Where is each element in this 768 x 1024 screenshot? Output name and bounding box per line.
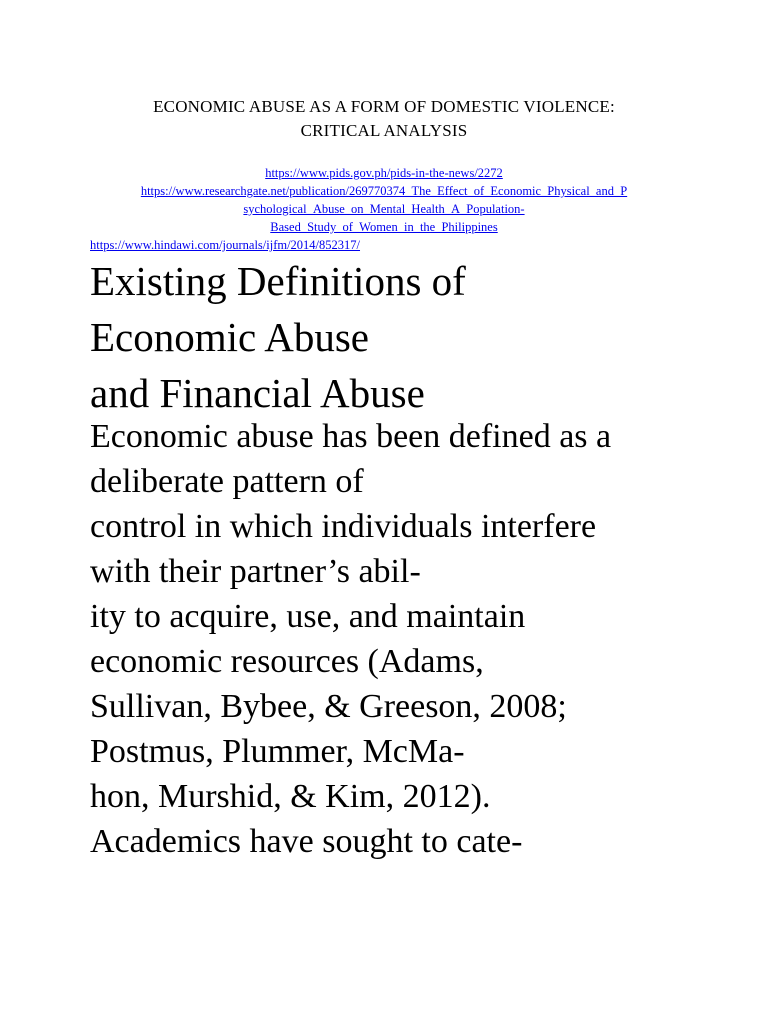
body-line-5: ity to acquire, use, and maintain	[90, 598, 526, 635]
body-line-9: hon, Murshid, & Kim, 2012).	[90, 778, 491, 815]
reference-link-researchgate-part-2[interactable]: sychological_Abuse_on_Mental_Health_A_Population-	[243, 202, 525, 216]
section-heading-line-3: and Financial Abuse	[90, 370, 425, 416]
body-line-3: control in which individuals interfere	[90, 508, 597, 545]
body-paragraph	[90, 414, 710, 864]
section-heading	[90, 253, 690, 421]
body-line-2: deliberate pattern of	[90, 463, 364, 500]
reference-link-researchgate-part-1[interactable]: https://www.researchgate.net/publication/269770374_The_Effect_of_Economic_Physical_and_P	[140, 184, 628, 198]
section-heading-line-1: Existing Definitions of	[90, 258, 466, 304]
section-heading-line-2: Economic Abuse	[90, 314, 369, 360]
reference-link-hindawi[interactable]: https://www.hindawi.com/journals/ijfm/2014/852317/	[90, 238, 361, 252]
reference-links	[90, 164, 678, 254]
reference-link-researchgate-part-3[interactable]: Based_Study_of_Women_in_the_Philippines	[270, 220, 498, 234]
body-line-7: Sullivan, Bybee, & Greeson, 2008;	[90, 688, 567, 725]
body-line-6: economic resources (Adams,	[90, 643, 484, 680]
document-title-line-2: CRITICAL ANALYSIS	[300, 121, 468, 140]
document-title-line-1: ECONOMIC ABUSE AS A FORM OF DOMESTIC VIOLENCE:	[153, 97, 615, 116]
body-line-1: Economic abuse has been defined as a	[90, 418, 612, 455]
body-line-8: Postmus, Plummer, McMa-	[90, 733, 465, 770]
body-line-4: with their partner’s abil-	[90, 553, 421, 590]
reference-link-pids[interactable]: https://www.pids.gov.ph/pids-in-the-news/2272	[265, 166, 503, 180]
body-line-10: Academics have sought to cate-	[90, 823, 523, 860]
document-title	[90, 95, 678, 143]
